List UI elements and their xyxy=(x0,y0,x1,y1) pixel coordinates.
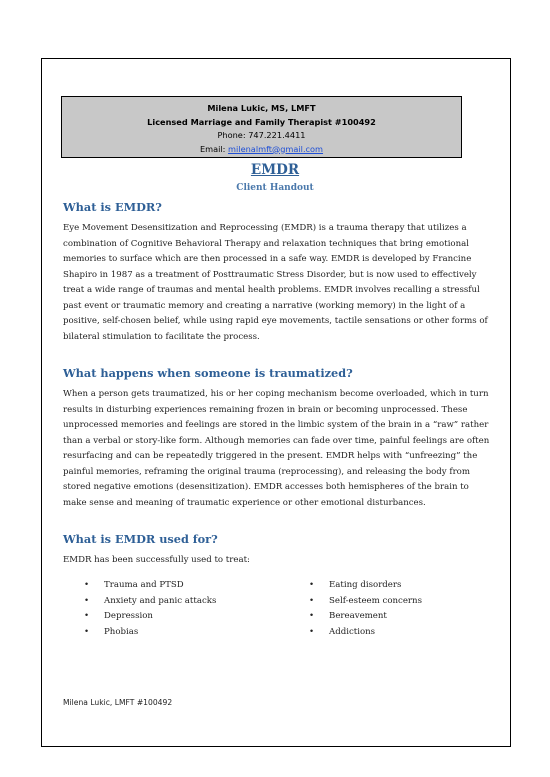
page-footer: Milena Lukic, LMFT #100492 xyxy=(63,698,173,707)
list-item: • Bereavement xyxy=(309,609,422,625)
bullet-icon: • xyxy=(309,611,315,621)
list-item: • Phobias xyxy=(84,625,216,641)
list-item: • Eating disorders xyxy=(309,578,422,594)
section-body-traumatized: When a person gets traumatized, his or her coping mechanism become overloaded, which in turn results in disturbing experiences remaining frozen in brain or becoming unprocessed. These unprocessed memories and feelings are stored in the limbic system of the brain in a “raw” rather than a verbal or story-like form. Although memories can fade over time, painful feelings are often resurfacing and can be repeatedly triggered in the present. EMDR helps with “unfreezing” the painful memories, reframing the original trauma (reprocessing), and releasing the body from stored negative emotions (desensitization). EMDR accesses both hemispheres of the brain to make sense and meaning of traumatic experience or other emotional disturbances. xyxy=(63,389,490,508)
bullet-icon: • xyxy=(309,626,315,637)
bullet-icon: • xyxy=(84,580,90,590)
bullet-icon: • xyxy=(84,611,90,621)
therapist-license: Licensed Marriage and Family Therapist #100492 xyxy=(147,116,376,127)
section-heading-traumatized: What happens when someone is traumatized? xyxy=(63,366,353,380)
document-title: EMDR xyxy=(250,162,300,178)
contact-header-box xyxy=(61,96,462,158)
bullet-icon: • xyxy=(309,595,315,606)
list-item: • Anxiety and panic attacks xyxy=(84,594,216,610)
uses-list-right xyxy=(309,578,422,640)
therapist-name: Milena Lukic, MS, LMFT xyxy=(207,103,316,113)
email-line xyxy=(62,143,461,157)
section-heading-what-is-emdr: What is EMDR? xyxy=(63,200,162,214)
section-body-what-is-emdr: Eye Movement Desensitization and Reprocessing (EMDR) is a trauma therapy that utilizes a combination of Cognitive Behavioral Therapy and relaxation techniques that bring emotional memories to surface which are then processed in a safe way. EMDR is developed by Francine Shapiro in 1987 as a treatment of Posttraumatic Stress Disorder, but is now used to effectively treat a wide range of traumas and mental health problems. EMDR involves recalling a stressful past event or traumatic memory and creating a narrative (working memory) in the light of a positive, self-chosen belief, while using rapid eye movements, tactile sensations or other forms of bilateral stimulation to facilitate the process. xyxy=(63,223,488,342)
section-heading-used-for: What is EMDR used for? xyxy=(63,532,218,546)
uses-list-left xyxy=(84,578,216,640)
list-item: • Trauma and PTSD xyxy=(84,578,216,594)
bullet-icon: • xyxy=(84,626,90,637)
list-item: • Depression xyxy=(84,609,216,625)
document-subtitle: Client Handout xyxy=(236,183,314,193)
email-label: Email: xyxy=(199,143,229,154)
section-body-used-for: EMDR has been successfully used to treat: xyxy=(63,555,250,565)
bullet-icon: • xyxy=(309,580,315,590)
email-link[interactable]: milenalmft@gmail.com xyxy=(228,143,324,154)
list-item: • Addictions xyxy=(309,625,422,641)
list-item: • Self-esteem concerns xyxy=(309,594,422,610)
phone-number: Phone: 747.221.4411 xyxy=(217,130,306,140)
bullet-icon: • xyxy=(84,595,90,606)
